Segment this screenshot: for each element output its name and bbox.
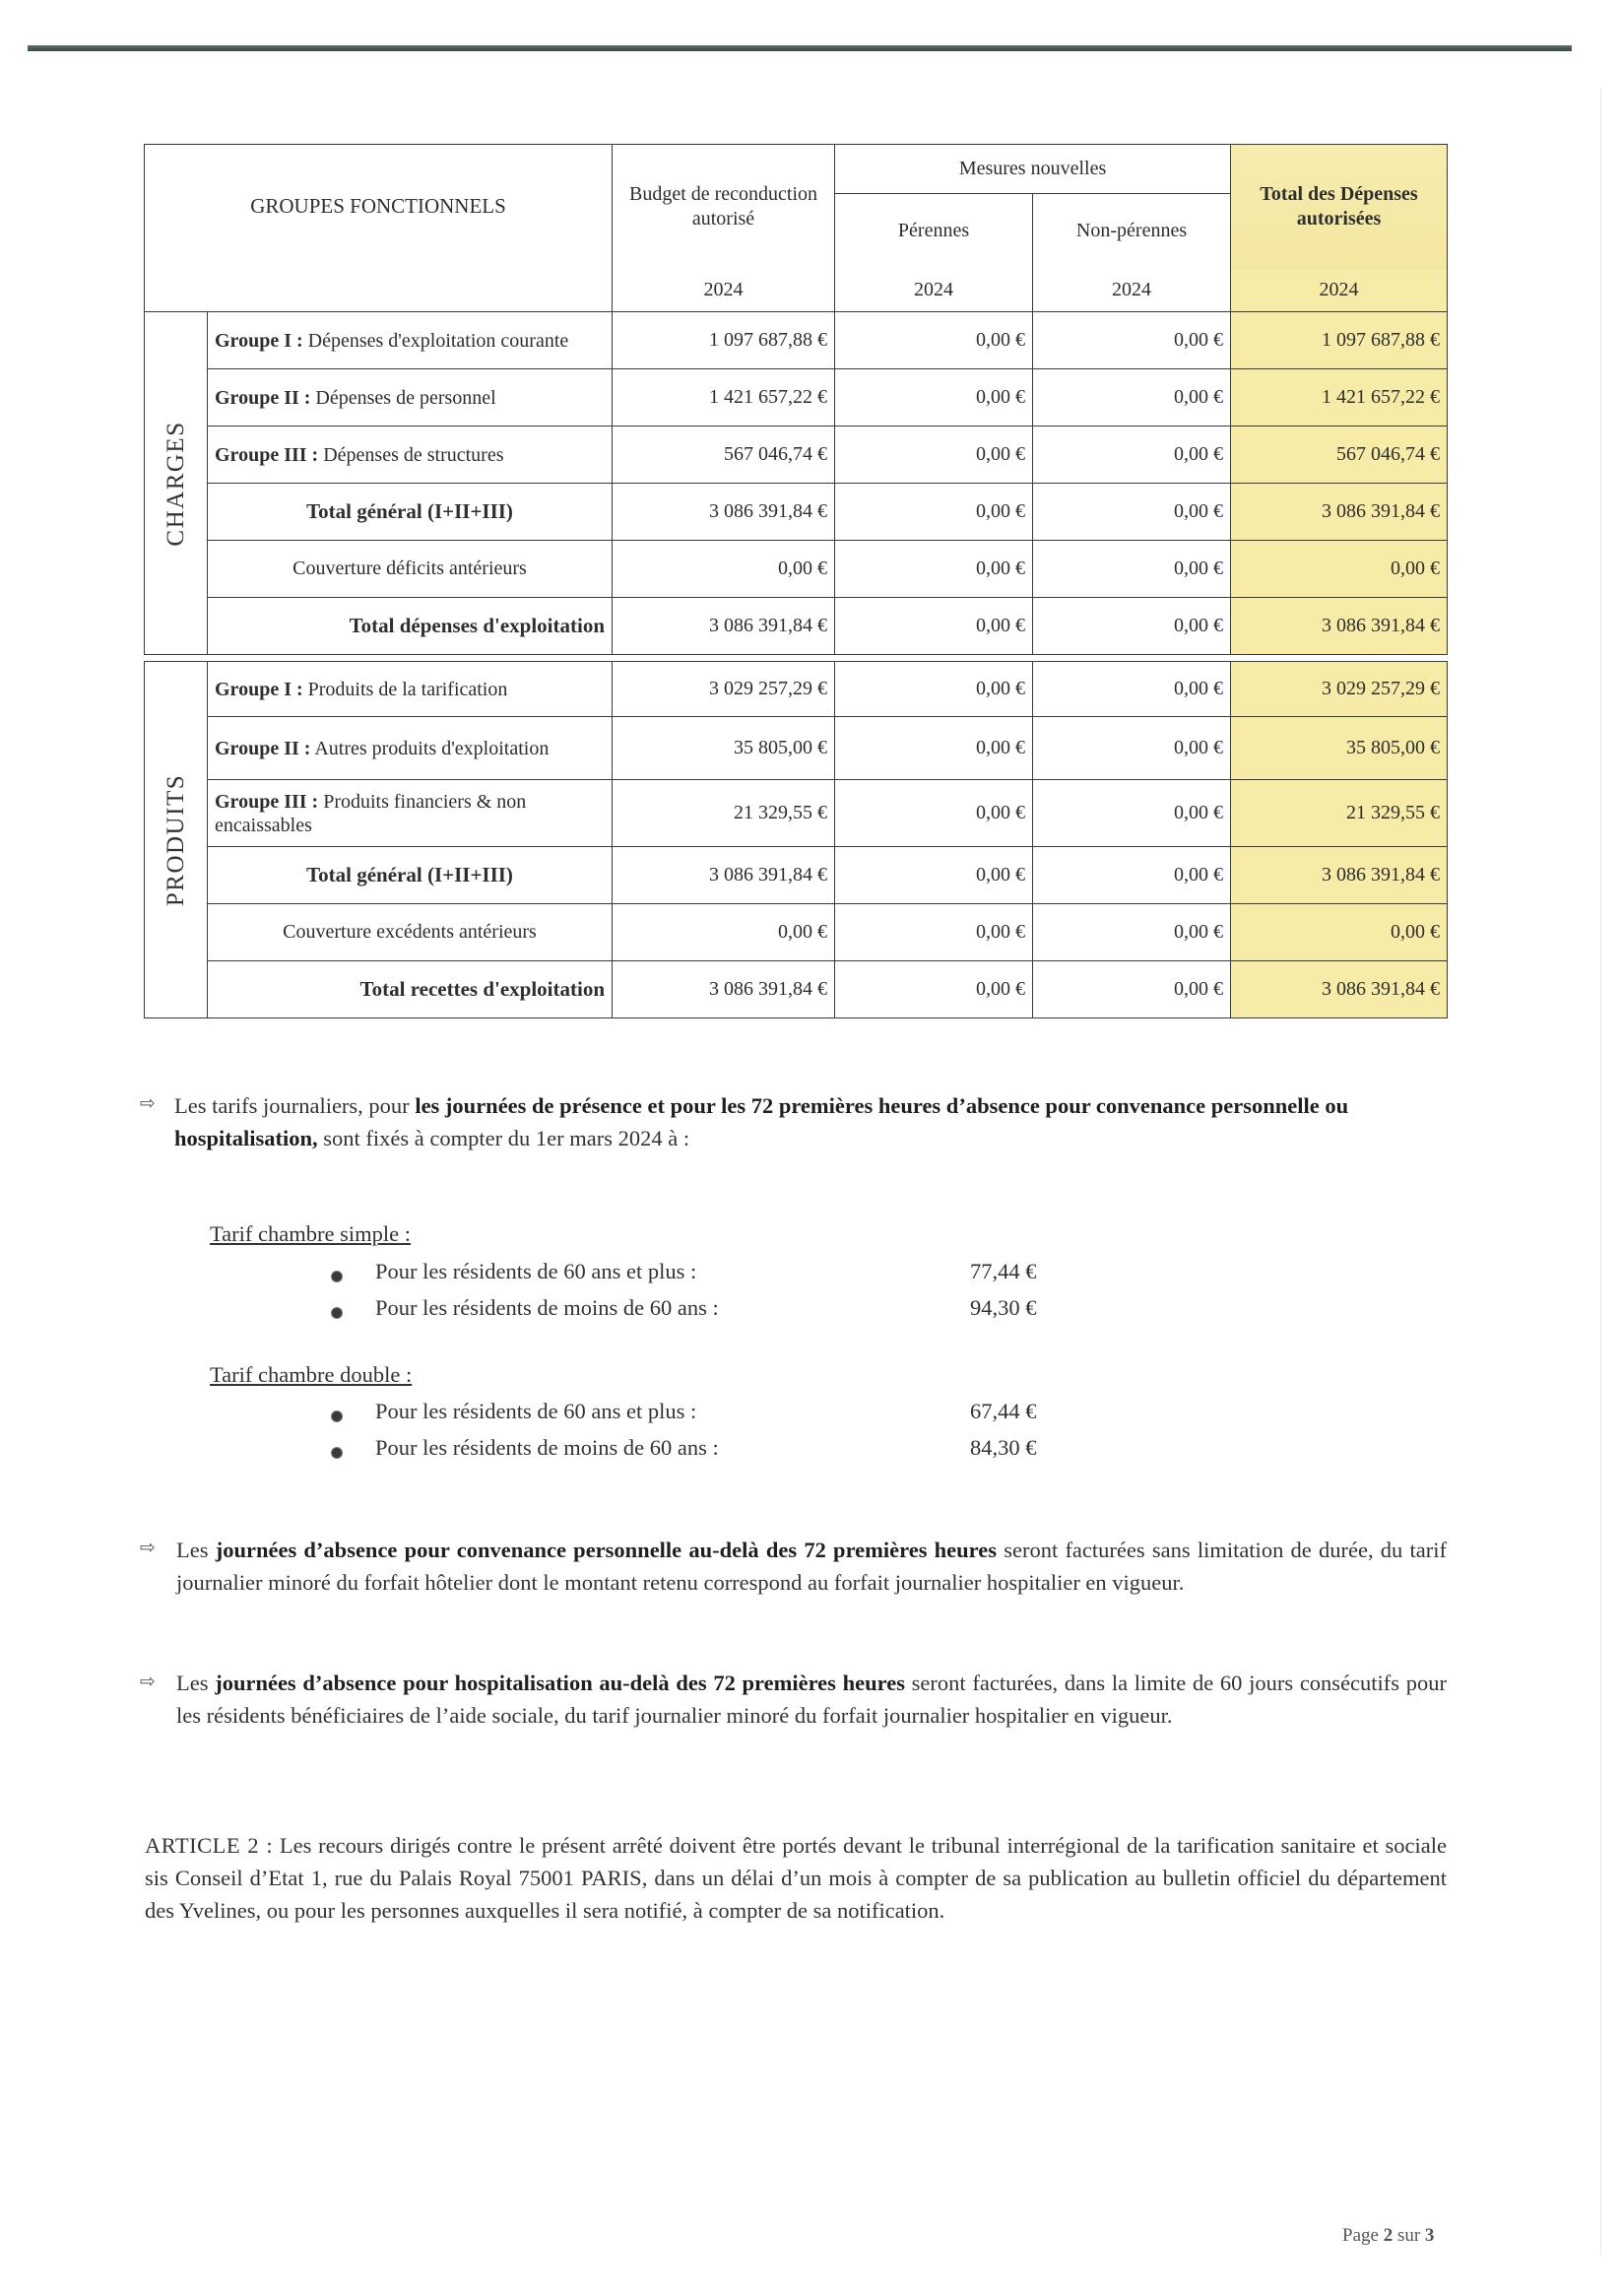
- cell-budget: 567 046,74 €: [613, 426, 835, 484]
- paragraph-absence-hospitalisation: Les journées d’absence pour hospitalisation au-delà des 72 premières heures seront facturées, dans la limite de 60 jours consécutifs pour les résidents bénéficiaires de l’aide sociale, du tarif journalier minoré du forfait journalier hospitalier en vigueur.: [176, 1671, 1447, 1728]
- table-row: [145, 717, 1448, 780]
- budget-table: [144, 144, 1448, 1018]
- row-label: Groupe III : Produits financiers & non encaissables: [208, 780, 613, 847]
- cell-non-perennes: 0,00 €: [1033, 662, 1231, 717]
- cell-total: 3 086 391,84 €: [1231, 961, 1448, 1018]
- cell-total: 0,00 €: [1231, 541, 1448, 598]
- cell-non-perennes: 0,00 €: [1033, 312, 1231, 369]
- table-row: [145, 426, 1448, 484]
- cell-perennes: 0,00 €: [835, 426, 1033, 484]
- row-label: Total général (I+II+III): [208, 847, 613, 904]
- header-mesures-nouvelles: Mesures nouvelles: [835, 145, 1231, 194]
- cell-total: 1 421 657,22 €: [1231, 369, 1448, 426]
- cell-total: 35 805,00 €: [1231, 717, 1448, 780]
- cell-budget: 3 086 391,84 €: [613, 598, 835, 655]
- article-2: [145, 1829, 1447, 1927]
- row-label: Total dépenses d'exploitation: [208, 598, 613, 655]
- rate-value: 94,30 €: [970, 1295, 1037, 1320]
- arrow-icon: ⇨: [140, 1537, 156, 1558]
- section-label-charges: CHARGES: [145, 312, 208, 655]
- cell-non-perennes: 0,00 €: [1033, 717, 1231, 780]
- header-budget: Budget de reconduction autorisé: [613, 145, 835, 269]
- bullet-icon: [331, 1307, 343, 1319]
- tarif-double-title: Tarif chambre double :: [210, 1362, 413, 1387]
- header-groupes: GROUPES FONCTIONNELS: [145, 145, 613, 269]
- row-label: Total recettes d'exploitation: [208, 961, 613, 1018]
- cell-budget: 3 086 391,84 €: [613, 847, 835, 904]
- paragraph-absence-convenance: Les journées d’absence pour convenance personnelle au-delà des 72 premières heures seront facturées sans limitation de durée, du tarif journalier minoré du forfait hôtelier dont le montant retenu correspond au forfait journalier hospitalier en vigueur.: [176, 1538, 1447, 1595]
- year-budget: 2024: [613, 269, 835, 312]
- cell-budget: 21 329,55 €: [613, 780, 835, 847]
- cell-perennes: 0,00 €: [835, 904, 1033, 961]
- row-label: Groupe III : Dépenses de structures: [208, 426, 613, 484]
- arrow-icon: ⇨: [140, 1671, 156, 1692]
- page-edge: [1600, 89, 1601, 2256]
- year-non-perennes: 2024: [1033, 269, 1231, 312]
- cell-non-perennes: 0,00 €: [1033, 904, 1231, 961]
- cell-total: 1 097 687,88 €: [1231, 312, 1448, 369]
- table-row: [145, 904, 1448, 961]
- table-row: [145, 541, 1448, 598]
- cell-non-perennes: 0,00 €: [1033, 426, 1231, 484]
- cell-perennes: 0,00 €: [835, 541, 1033, 598]
- bullet-icon: [331, 1447, 343, 1459]
- year-total: 2024: [1231, 269, 1448, 312]
- cell-non-perennes: 0,00 €: [1033, 598, 1231, 655]
- cell-perennes: 0,00 €: [835, 662, 1033, 717]
- row-label: Couverture déficits antérieurs: [208, 541, 613, 598]
- cell-perennes: 0,00 €: [835, 780, 1033, 847]
- rate-label: Pour les résidents de 60 ans et plus :: [375, 1259, 697, 1283]
- table-year-row: [145, 269, 1448, 312]
- table-row-total: [145, 598, 1448, 655]
- header-perennes: Pérennes: [835, 194, 1033, 269]
- cell-non-perennes: 0,00 €: [1033, 847, 1231, 904]
- cell-budget: 35 805,00 €: [613, 717, 835, 780]
- cell-non-perennes: 0,00 €: [1033, 484, 1231, 541]
- rate-value: 77,44 €: [970, 1259, 1037, 1283]
- table-row: [145, 662, 1448, 717]
- header-non-perennes: Non-pérennes: [1033, 194, 1231, 269]
- row-label: Couverture excédents antérieurs: [208, 904, 613, 961]
- cell-budget: 3 086 391,84 €: [613, 484, 835, 541]
- cell-budget: 3 086 391,84 €: [613, 961, 835, 1018]
- article-2-text: Les recours dirigés contre le présent arrêté doivent être portés devant le tribunal interrégional de la tarification sanitaire et sociale sis Conseil d’Etat 1, rue du Palais Royal 75001 PARIS, dans un délai d’un mois à compter de sa publication au bulletin officiel du département des Yvelines, ou pour les personnes auxquelles il sera notifié, à compter de sa notification.: [145, 1833, 1447, 1923]
- cell-total: 3 086 391,84 €: [1231, 598, 1448, 655]
- cell-non-perennes: 0,00 €: [1033, 541, 1231, 598]
- cell-total: 3 029 257,29 €: [1231, 662, 1448, 717]
- cell-total: 567 046,74 €: [1231, 426, 1448, 484]
- top-rule: [28, 45, 1572, 51]
- cell-budget: 0,00 €: [613, 904, 835, 961]
- cell-perennes: 0,00 €: [835, 369, 1033, 426]
- table-row-total: [145, 484, 1448, 541]
- bullet-icon: [331, 1271, 343, 1282]
- table-row-total: [145, 847, 1448, 904]
- row-label: Groupe II : Autres produits d'exploitation: [208, 717, 613, 780]
- cell-perennes: 0,00 €: [835, 312, 1033, 369]
- table-header-row: [145, 145, 1448, 194]
- row-label: Groupe II : Dépenses de personnel: [208, 369, 613, 426]
- cell-total: 0,00 €: [1231, 904, 1448, 961]
- article-2-title: ARTICLE 2 :: [145, 1833, 274, 1858]
- cell-non-perennes: 0,00 €: [1033, 780, 1231, 847]
- cell-perennes: 0,00 €: [835, 961, 1033, 1018]
- cell-perennes: 0,00 €: [835, 484, 1033, 541]
- header-total: Total des Dépenses autorisées: [1231, 145, 1448, 269]
- row-label: Groupe I : Produits de la tarification: [208, 662, 613, 717]
- table-row: [145, 369, 1448, 426]
- rate-label: Pour les résidents de 60 ans et plus :: [375, 1399, 697, 1423]
- cell-perennes: 0,00 €: [835, 847, 1033, 904]
- table-row: [145, 312, 1448, 369]
- cell-budget: 0,00 €: [613, 541, 835, 598]
- row-label: Groupe I : Dépenses d'exploitation courante: [208, 312, 613, 369]
- arrow-icon: ⇨: [140, 1092, 156, 1114]
- cell-perennes: 0,00 €: [835, 717, 1033, 780]
- cell-total: 21 329,55 €: [1231, 780, 1448, 847]
- rate-label: Pour les résidents de moins de 60 ans :: [375, 1295, 719, 1320]
- table-row-total: [145, 961, 1448, 1018]
- rate-value: 67,44 €: [970, 1399, 1037, 1423]
- cell-non-perennes: 0,00 €: [1033, 961, 1231, 1018]
- section-label-produits: PRODUITS: [145, 662, 208, 1018]
- cell-budget: 1 421 657,22 €: [613, 369, 835, 426]
- row-label: Total général (I+II+III): [208, 484, 613, 541]
- cell-perennes: 0,00 €: [835, 598, 1033, 655]
- paragraph-tarifs-journaliers: Les tarifs journaliers, pour les journées de présence et pour les 72 premières heures d’absence pour convenance personnelle ou hospitalisation, sont fixés à compter du 1er mars 2024 à :: [174, 1093, 1349, 1150]
- cell-total: 3 086 391,84 €: [1231, 484, 1448, 541]
- rate-value: 84,30 €: [970, 1435, 1037, 1460]
- cell-budget: 1 097 687,88 €: [613, 312, 835, 369]
- page-number: Page 2 sur 3: [1342, 2225, 1435, 2246]
- cell-total: 3 086 391,84 €: [1231, 847, 1448, 904]
- table-row: [145, 780, 1448, 847]
- rate-label: Pour les résidents de moins de 60 ans :: [375, 1435, 719, 1460]
- bullet-icon: [331, 1410, 343, 1422]
- year-perennes: 2024: [835, 269, 1033, 312]
- tarif-simple-title: Tarif chambre simple :: [210, 1221, 411, 1246]
- cell-budget: 3 029 257,29 €: [613, 662, 835, 717]
- cell-non-perennes: 0,00 €: [1033, 369, 1231, 426]
